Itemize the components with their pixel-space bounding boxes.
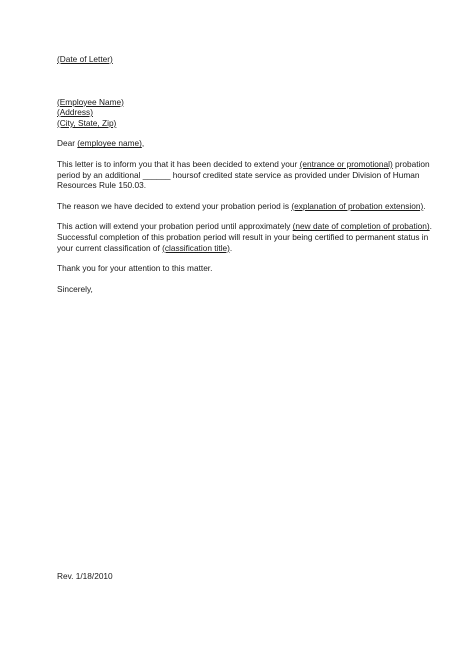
paragraph-text: your current classification of: [57, 242, 163, 253]
paragraph-text: .: [423, 200, 426, 211]
salutation: [57, 138, 427, 149]
paragraph-text: .: [229, 242, 233, 253]
salutation-suffix: ,: [141, 138, 145, 149]
classification-title-field: (classification title): [162, 242, 230, 253]
paragraph-extension-line-1: [57, 158, 430, 170]
paragraph-text: probation: [392, 158, 430, 169]
paragraph-text: This letter is to inform you that it has been decided to extend your: [57, 158, 300, 169]
paragraph-reason: [57, 201, 427, 212]
paragraph-action-line-1: [57, 221, 432, 232]
paragraph-action-line-3: [57, 243, 427, 254]
address-block: [57, 97, 427, 129]
probation-type-field: (entrance or promotional): [299, 158, 393, 169]
paragraph-text: period by an additional: [57, 169, 143, 180]
closing: Sincerely,: [57, 283, 93, 294]
employee-name: (Employee Name): [57, 96, 124, 107]
paragraph-extension-line-2: [57, 170, 427, 181]
paragraph-action: [57, 221, 432, 253]
salutation-prefix: Dear: [57, 138, 78, 149]
city-state-zip: (City, State, Zip): [57, 117, 117, 128]
paragraph-text: This action will extend your probation period until approximately: [57, 221, 293, 232]
paragraph-extension: [57, 158, 430, 191]
paragraph-extension-line-3: Resources Rule 150.03.: [57, 180, 147, 191]
extension-explanation-field: (explanation of probation extension): [291, 200, 424, 211]
letter-body: [57, 54, 432, 294]
thank-you-line: Thank you for your attention to this matter.: [57, 263, 213, 274]
hours-blank: ______: [142, 169, 171, 180]
date-of-letter: (Date of Letter): [57, 54, 113, 64]
salutation-name: (employee name): [77, 138, 142, 149]
employee-address: (Address): [57, 107, 93, 118]
paragraph-text: .: [429, 221, 432, 232]
paragraph-text: hoursof credited state service as provided under Division of Human: [170, 169, 420, 180]
paragraph-action-line-2: Successful completion of this probation period will result in your being certified to permanent status in: [57, 231, 429, 242]
paragraph-text: The reason we have decided to extend your probation period is: [57, 200, 292, 211]
completion-date-field: (new date of completion of probation): [292, 221, 430, 232]
paragraph-reason-line: [57, 201, 427, 212]
revision-date: Rev. 1/18/2010: [57, 571, 113, 581]
